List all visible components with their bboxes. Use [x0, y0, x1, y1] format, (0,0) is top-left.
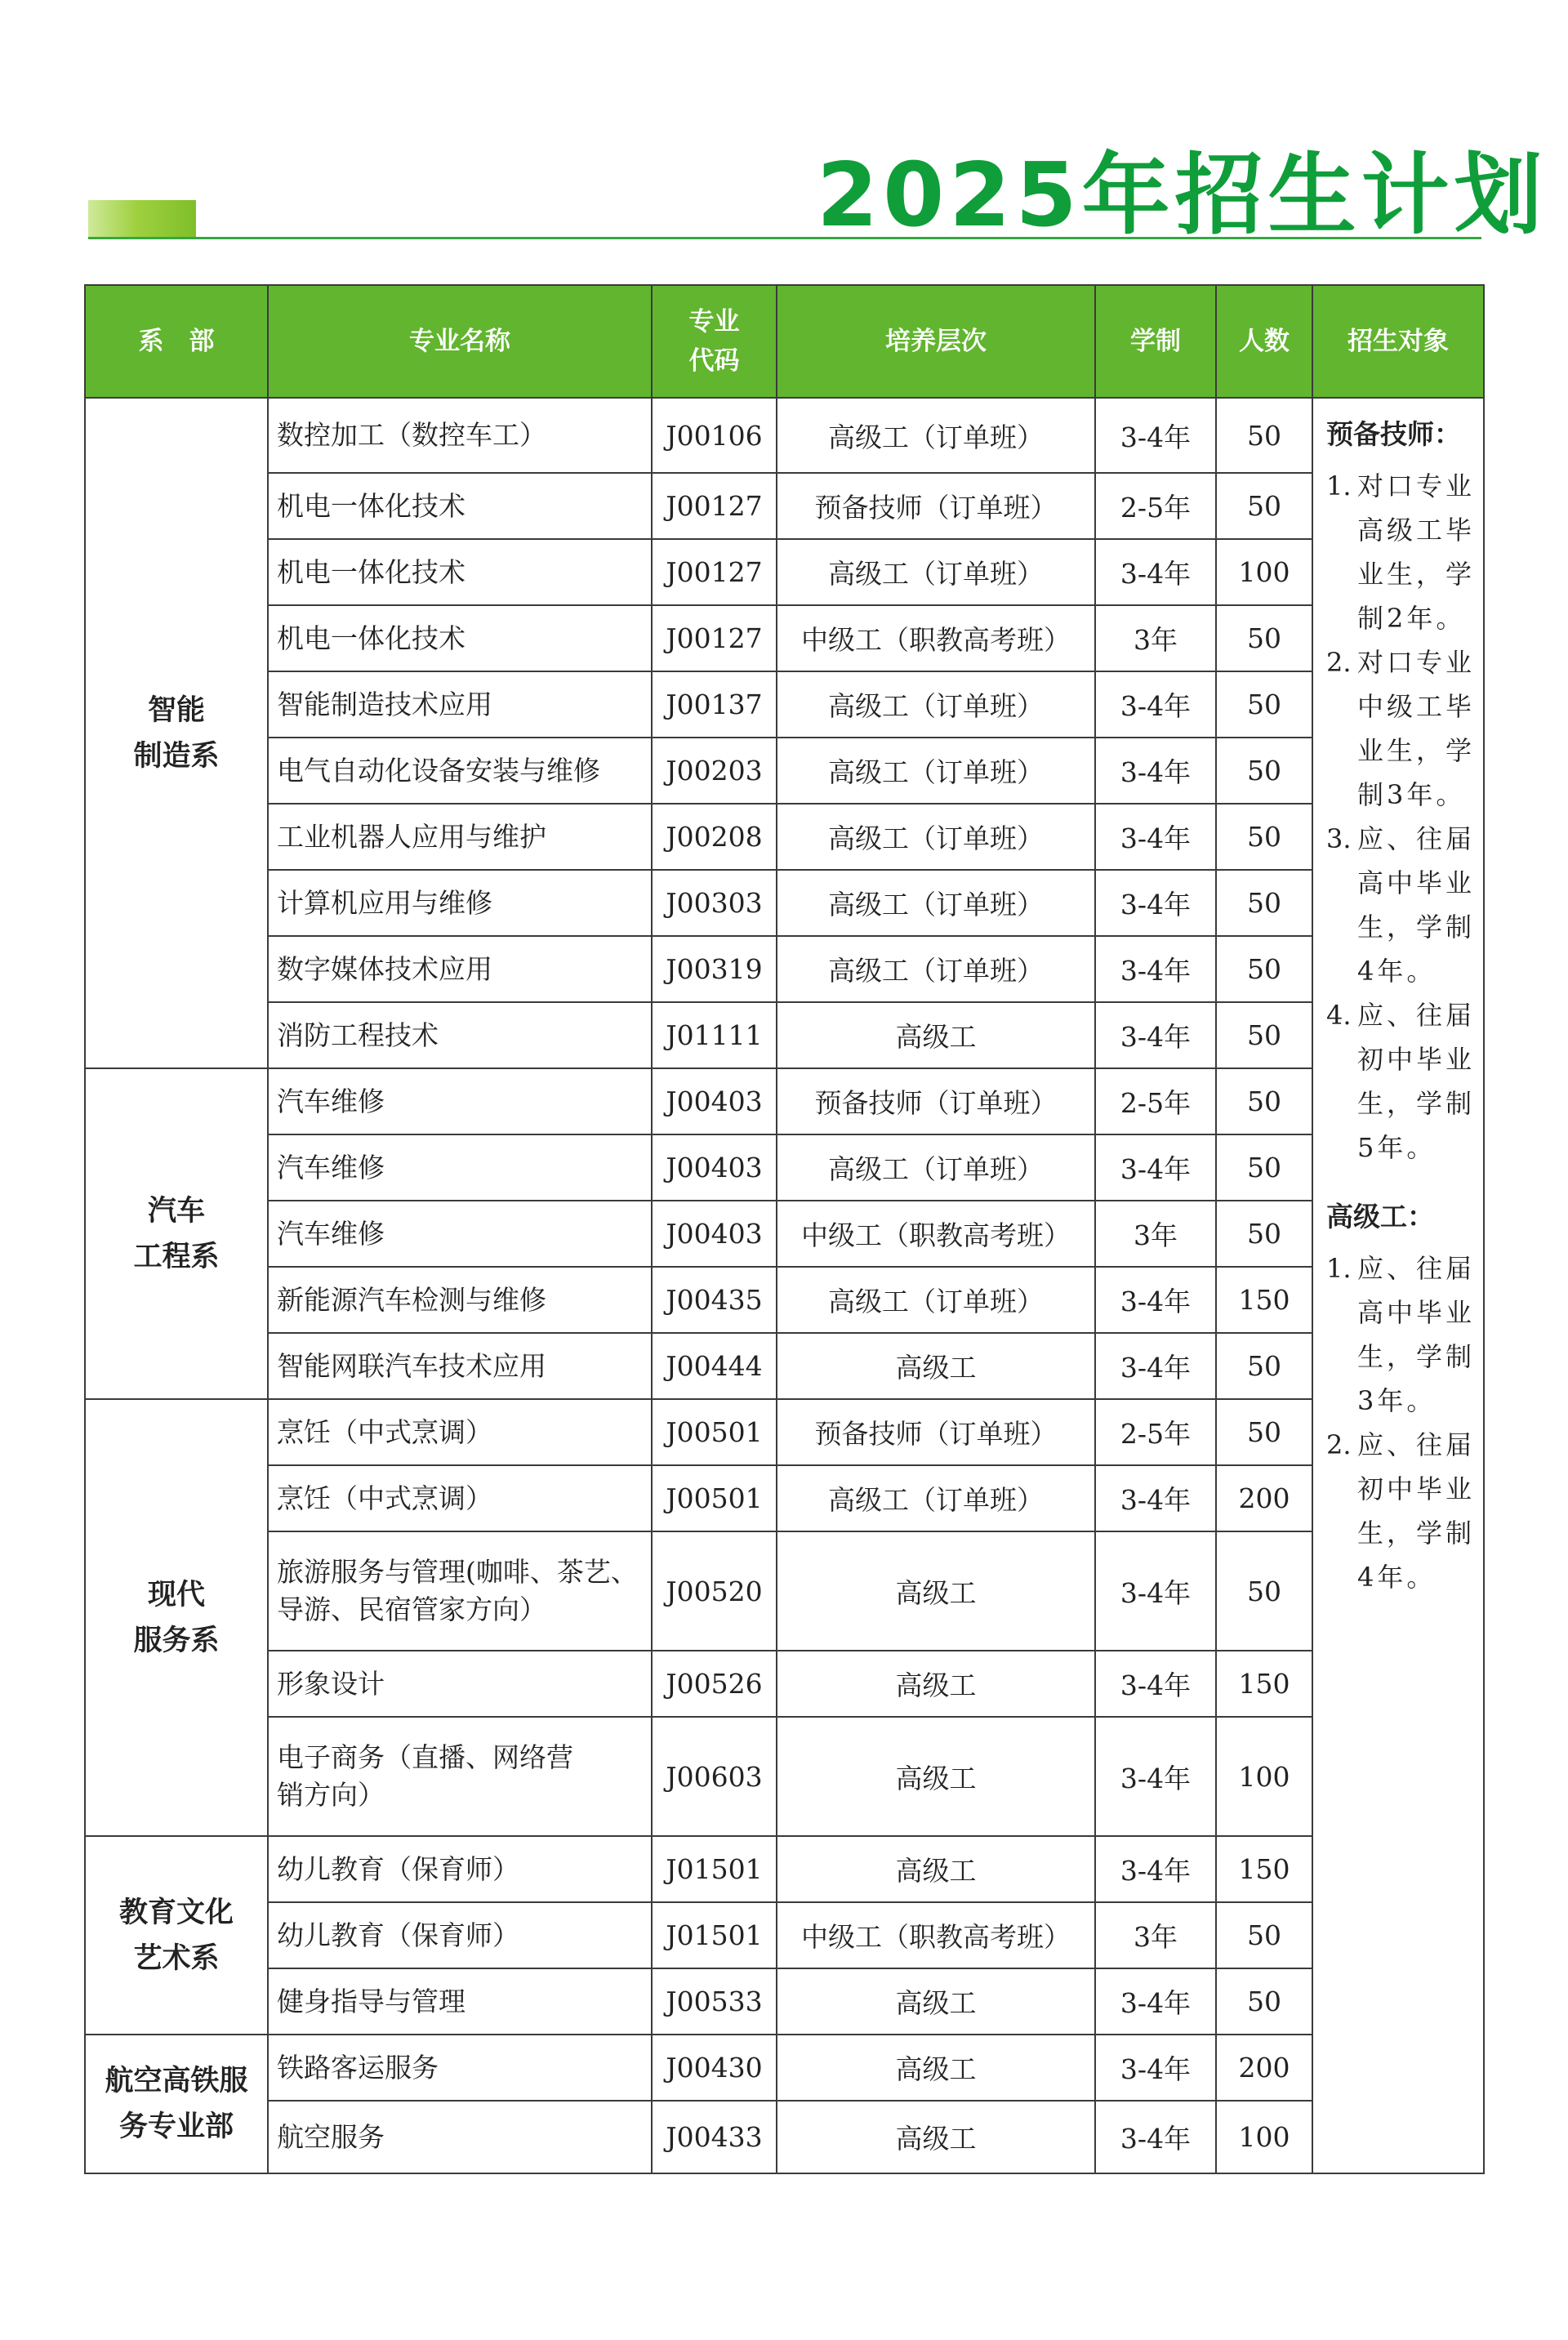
- table-row: [85, 1902, 1484, 1968]
- table-row: [85, 1068, 1484, 1134]
- training-level: 高级工（订单班）: [777, 1267, 1095, 1333]
- duration: 3-4年: [1095, 870, 1216, 936]
- training-level: 中级工（职教高考班）: [777, 1201, 1095, 1267]
- major-code: J00203: [652, 738, 777, 804]
- training-level: 高级工: [777, 1717, 1095, 1836]
- major-code: J00106: [652, 398, 777, 473]
- training-level: 预备技师（订单班）: [777, 1068, 1095, 1134]
- major-name: 计算机应用与维修: [268, 870, 652, 936]
- title-accent-bar: [88, 200, 196, 239]
- header-count: 人数: [1216, 285, 1312, 398]
- header-major-name: 专业名称: [268, 285, 652, 398]
- duration: 3-4年: [1095, 1333, 1216, 1399]
- dept-cell: 教育文化 艺术系: [85, 1836, 268, 2035]
- duration: 3-4年: [1095, 1968, 1216, 2035]
- note-item: 1. 对口专业 高级工毕 业生，学 制2年。: [1326, 470, 1476, 634]
- training-level: 高级工: [777, 1531, 1095, 1651]
- major-code: J00430: [652, 2035, 777, 2101]
- major-code: J00137: [652, 671, 777, 738]
- dept-cell: 智能 制造系: [85, 398, 268, 1068]
- note-item: 2. 对口专业 中级工毕 业生，学 制3年。: [1326, 647, 1476, 810]
- table-row: [85, 1201, 1484, 1267]
- enroll-count: 50: [1216, 936, 1312, 1002]
- major-name: 数字媒体技术应用: [268, 936, 652, 1002]
- major-name: 消防工程技术: [268, 1002, 652, 1068]
- note-item: 1. 应、往届 高中毕业 生，学制 3年。: [1326, 1253, 1476, 1416]
- table-row: [85, 1399, 1484, 1465]
- duration: 3年: [1095, 1201, 1216, 1267]
- notes-senior-heading: 高级工：: [1326, 1201, 1434, 1232]
- training-level: 高级工: [777, 2101, 1095, 2173]
- major-code: J00127: [652, 473, 777, 539]
- table-row: [85, 1717, 1484, 1836]
- training-level: 预备技师（订单班）: [777, 473, 1095, 539]
- table-row: [85, 671, 1484, 738]
- enroll-count: 100: [1216, 2101, 1312, 2173]
- table-row: [85, 2101, 1484, 2173]
- enroll-count: 150: [1216, 1836, 1312, 1902]
- major-code: J00533: [652, 1968, 777, 2035]
- major-code: J01501: [652, 1836, 777, 1902]
- major-name: 烹饪（中式烹调）: [268, 1399, 652, 1465]
- enroll-count: 50: [1216, 605, 1312, 671]
- duration: 3-4年: [1095, 1267, 1216, 1333]
- note-item: 4. 应、往届 初中毕业 生，学制 5年。: [1326, 1000, 1476, 1163]
- enroll-count: 50: [1216, 398, 1312, 473]
- enroll-count: 50: [1216, 1002, 1312, 1068]
- enroll-count: 50: [1216, 1968, 1312, 2035]
- major-name: 智能网联汽车技术应用: [268, 1333, 652, 1399]
- dept-cell: 汽车 工程系: [85, 1068, 268, 1399]
- major-name: 汽车维修: [268, 1068, 652, 1134]
- training-level: 高级工: [777, 1836, 1095, 1902]
- duration: 3-4年: [1095, 1531, 1216, 1651]
- enroll-count: 50: [1216, 1531, 1312, 1651]
- major-code: J00127: [652, 539, 777, 605]
- notes-technician-list: [1326, 464, 1475, 1170]
- major-name: 形象设计: [268, 1651, 652, 1717]
- training-level: 中级工（职教高考班）: [777, 605, 1095, 671]
- enroll-count: 200: [1216, 1465, 1312, 1531]
- header-duration: 学制: [1095, 285, 1216, 398]
- duration: 3-4年: [1095, 1002, 1216, 1068]
- notes-technician-heading: 预备技师：: [1326, 418, 1461, 450]
- major-code: J00403: [652, 1134, 777, 1201]
- enrollment-plan-table: [84, 284, 1485, 2174]
- training-level: 高级工: [777, 2035, 1095, 2101]
- major-name: 电子商务（直播、网络营 销方向）: [268, 1717, 652, 1836]
- duration: 3-4年: [1095, 936, 1216, 1002]
- note-item: 2. 应、往届 初中毕业 生，学制 4年。: [1326, 1429, 1476, 1593]
- major-name: 铁路客运服务: [268, 2035, 652, 2101]
- table-row: [85, 398, 1484, 473]
- enroll-count: 50: [1216, 1068, 1312, 1134]
- table-row: [85, 870, 1484, 936]
- duration: 2-5年: [1095, 473, 1216, 539]
- major-name: 机电一体化技术: [268, 605, 652, 671]
- enroll-count: 50: [1216, 1902, 1312, 1968]
- note-item: 3. 应、往届 高中毕业 生，学制 4年。: [1326, 823, 1476, 987]
- table-row: [85, 1465, 1484, 1531]
- enrollment-target-notes: [1312, 398, 1484, 2173]
- duration: 3-4年: [1095, 2035, 1216, 2101]
- major-code: J00444: [652, 1333, 777, 1399]
- duration: 3-4年: [1095, 539, 1216, 605]
- duration: 3-4年: [1095, 738, 1216, 804]
- table-row: [85, 605, 1484, 671]
- major-code: J00127: [652, 605, 777, 671]
- table-row: [85, 1836, 1484, 1902]
- duration: 2-5年: [1095, 1068, 1216, 1134]
- table-header-row: [85, 285, 1484, 398]
- table-row: [85, 1651, 1484, 1717]
- header-target: 招生对象: [1312, 285, 1484, 398]
- major-name: 航空服务: [268, 2101, 652, 2173]
- major-code: J00603: [652, 1717, 777, 1836]
- duration: 3年: [1095, 605, 1216, 671]
- duration: 2-5年: [1095, 1399, 1216, 1465]
- enroll-count: 50: [1216, 1399, 1312, 1465]
- training-level: 高级工: [777, 1002, 1095, 1068]
- header-training-level: 培养层次: [777, 285, 1095, 398]
- training-level: 高级工（订单班）: [777, 870, 1095, 936]
- major-code: J00501: [652, 1399, 777, 1465]
- major-code: J00208: [652, 804, 777, 870]
- notes-senior-list: [1326, 1246, 1475, 1599]
- major-code: J00403: [652, 1201, 777, 1267]
- table-row: [85, 1531, 1484, 1651]
- duration: 3-4年: [1095, 1134, 1216, 1201]
- major-name: 工业机器人应用与维护: [268, 804, 652, 870]
- training-level: 高级工: [777, 1651, 1095, 1717]
- major-code: J00520: [652, 1531, 777, 1651]
- major-code: J00403: [652, 1068, 777, 1134]
- major-name: 旅游服务与管理(咖啡、茶艺、 导游、民宿管家方向）: [268, 1531, 652, 1651]
- major-code: J00526: [652, 1651, 777, 1717]
- duration: 3-4年: [1095, 1465, 1216, 1531]
- training-level: 预备技师（订单班）: [777, 1399, 1095, 1465]
- header-dept: 系 部: [85, 285, 268, 398]
- table-row: [85, 738, 1484, 804]
- training-level: 高级工（订单班）: [777, 1465, 1095, 1531]
- training-level: 高级工（订单班）: [777, 671, 1095, 738]
- table-row: [85, 1134, 1484, 1201]
- table-row: [85, 2035, 1484, 2101]
- enroll-count: 50: [1216, 870, 1312, 936]
- enroll-count: 50: [1216, 1134, 1312, 1201]
- training-level: 高级工（订单班）: [777, 936, 1095, 1002]
- enroll-count: 100: [1216, 539, 1312, 605]
- table-row: [85, 1968, 1484, 2035]
- major-name: 机电一体化技术: [268, 473, 652, 539]
- enroll-count: 50: [1216, 738, 1312, 804]
- header-major-code: 专业 代码: [652, 285, 777, 398]
- major-name: 汽车维修: [268, 1134, 652, 1201]
- table-body: [85, 398, 1484, 2173]
- major-code: J00501: [652, 1465, 777, 1531]
- major-name: 数控加工（数控车工）: [268, 398, 652, 473]
- enroll-count: 50: [1216, 1201, 1312, 1267]
- dept-cell: 现代 服务系: [85, 1399, 268, 1836]
- major-name: 烹饪（中式烹调）: [268, 1465, 652, 1531]
- major-name: 幼儿教育（保育师）: [268, 1836, 652, 1902]
- enroll-count: 150: [1216, 1651, 1312, 1717]
- enroll-count: 50: [1216, 473, 1312, 539]
- major-name: 汽车维修: [268, 1201, 652, 1267]
- duration: 3-4年: [1095, 671, 1216, 738]
- major-code: J01501: [652, 1902, 777, 1968]
- duration: 3年: [1095, 1902, 1216, 1968]
- table-row: [85, 1267, 1484, 1333]
- enroll-count: 200: [1216, 2035, 1312, 2101]
- major-code: J00303: [652, 870, 777, 936]
- dept-cell: 航空高铁服 务专业部: [85, 2035, 268, 2173]
- duration: 3-4年: [1095, 804, 1216, 870]
- training-level: 高级工（订单班）: [777, 738, 1095, 804]
- major-name: 智能制造技术应用: [268, 671, 652, 738]
- table-row: [85, 804, 1484, 870]
- major-name: 电气自动化设备安装与维修: [268, 738, 652, 804]
- table-row: [85, 936, 1484, 1002]
- major-code: J00433: [652, 2101, 777, 2173]
- major-name: 新能源汽车检测与维修: [268, 1267, 652, 1333]
- major-code: J00435: [652, 1267, 777, 1333]
- duration: 3-4年: [1095, 1651, 1216, 1717]
- table-row: [85, 473, 1484, 539]
- table-row: [85, 539, 1484, 605]
- major-code: J00319: [652, 936, 777, 1002]
- enroll-count: 50: [1216, 1333, 1312, 1399]
- training-level: 高级工（订单班）: [777, 539, 1095, 605]
- table-row: [85, 1333, 1484, 1399]
- enroll-count: 150: [1216, 1267, 1312, 1333]
- major-name: 健身指导与管理: [268, 1968, 652, 2035]
- major-name: 机电一体化技术: [268, 539, 652, 605]
- duration: 3-4年: [1095, 398, 1216, 473]
- major-code: J01111: [652, 1002, 777, 1068]
- table-row: [85, 1002, 1484, 1068]
- training-level: 中级工（职教高考班）: [777, 1902, 1095, 1968]
- training-level: 高级工（订单班）: [777, 804, 1095, 870]
- duration: 3-4年: [1095, 1836, 1216, 1902]
- duration: 3-4年: [1095, 2101, 1216, 2173]
- page-title: 2025年招生计划: [817, 145, 1548, 247]
- enroll-count: 50: [1216, 671, 1312, 738]
- duration: 3-4年: [1095, 1717, 1216, 1836]
- training-level: 高级工（订单班）: [777, 1134, 1095, 1201]
- training-level: 高级工: [777, 1333, 1095, 1399]
- training-level: 高级工: [777, 1968, 1095, 2035]
- enroll-count: 100: [1216, 1717, 1312, 1836]
- major-name: 幼儿教育（保育师）: [268, 1902, 652, 1968]
- enroll-count: 50: [1216, 804, 1312, 870]
- training-level: 高级工（订单班）: [777, 398, 1095, 473]
